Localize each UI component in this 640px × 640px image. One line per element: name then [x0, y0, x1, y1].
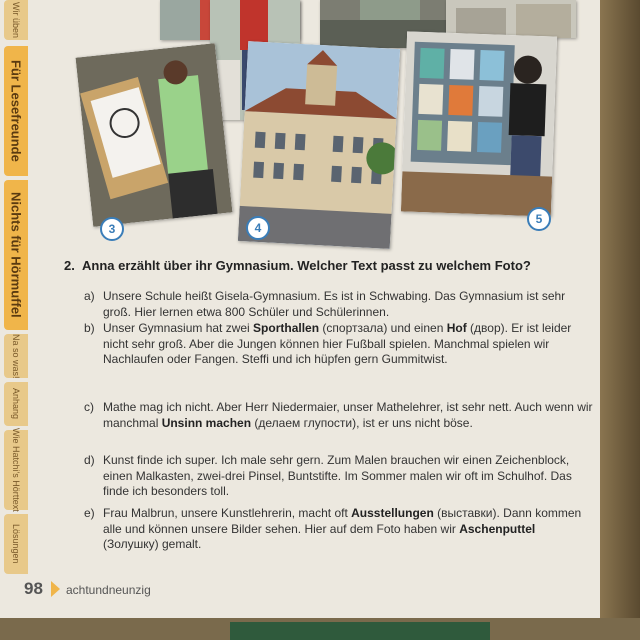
tab-wir-ueben[interactable]	[4, 0, 28, 40]
item-letter: e)	[84, 506, 95, 520]
page-number: 98	[24, 579, 43, 598]
tab-loesungen[interactable]	[4, 514, 28, 574]
item-letter: a)	[84, 289, 95, 303]
arrow-right-icon	[51, 581, 60, 597]
item-letter: b)	[84, 321, 95, 335]
tab-label: Nichts für Hörmuffel	[8, 192, 24, 318]
tab-label: Wie Hatchi's Hörttext	[11, 428, 21, 512]
item-letter: d)	[84, 453, 95, 467]
tab-anhang[interactable]	[4, 382, 28, 426]
tab-hoertext[interactable]	[4, 430, 28, 510]
task-number: 2.	[64, 258, 75, 273]
tab-label: Wir üben	[11, 1, 21, 38]
photo-number-4: 4	[246, 216, 270, 240]
green-book-edge	[230, 622, 490, 640]
tab-fuer-lesefreunde[interactable]	[4, 46, 28, 176]
tab-na-so-was[interactable]	[4, 334, 28, 378]
tab-nichts-fuer-hoermuffel[interactable]	[4, 180, 28, 330]
task-title: Anna erzählt über ihr Gymnasium. Welcher Text passt zu welchem Foto?	[81, 258, 531, 273]
photo-number-5: 5	[527, 207, 551, 231]
task-heading	[64, 258, 531, 273]
photo-top-right	[446, 0, 576, 38]
photo-number-3: 3	[100, 217, 124, 241]
item-text: Mathe mag ich nicht. Aber Herr Niedermaier, unser Mathelehrer, ist sehr nett. Auch wenn wir manchmal Unsinn machen (делаем глупости), ist er uns nicht böse.	[103, 400, 593, 430]
side-tabs	[0, 0, 30, 600]
page-number-word: achtundneunzig	[66, 583, 151, 597]
item-text: Unsere Schule heißt Gisela-Gymnasium. Es ist in Schwabing. Das Gymnasium ist sehr groß. Hier lernen etwa 800 Schüler und Schülerinnen.	[103, 289, 566, 319]
page-edge	[600, 0, 640, 640]
item-text: Kunst finde ich super. Ich male sehr gern. Zum Malen brauchen wir einen Zeichenblock, einen Malkasten, zwei-drei Pinsel, Buntstifte. Im Sommer malen wir oft im Schulhof. Das finde ich besonders toll.	[103, 453, 572, 498]
item-text: Frau Malbrun, unsere Kunstlehrerin, macht oft Ausstellungen (выставки). Dann kommen alle und können unsere Bilder sehen. Hier auf dem Foto haben wir Aschenputtel (Золушку) gemalt.	[103, 506, 582, 551]
item-text: Unser Gymnasium hat zwei Sporthallen (спортзала) und einen Hof (двор). Er ist leider nicht sehr groß. Aber die Jungen können hier Fußball spielen. Manchmal spielen wir Nachlaufen oder Fangen. Steffi und ich hüpfen gern Gummitwist.	[103, 321, 572, 366]
item-letter: c)	[84, 400, 94, 414]
tab-label: Lösungen	[11, 524, 21, 564]
tab-label: Anhang	[11, 388, 21, 420]
photo-3-girl-painting	[75, 43, 232, 227]
photo-5-exhibition	[401, 31, 557, 216]
tab-label: Na so was!	[11, 333, 21, 379]
tab-label: Für Lesefreunde	[8, 60, 24, 162]
